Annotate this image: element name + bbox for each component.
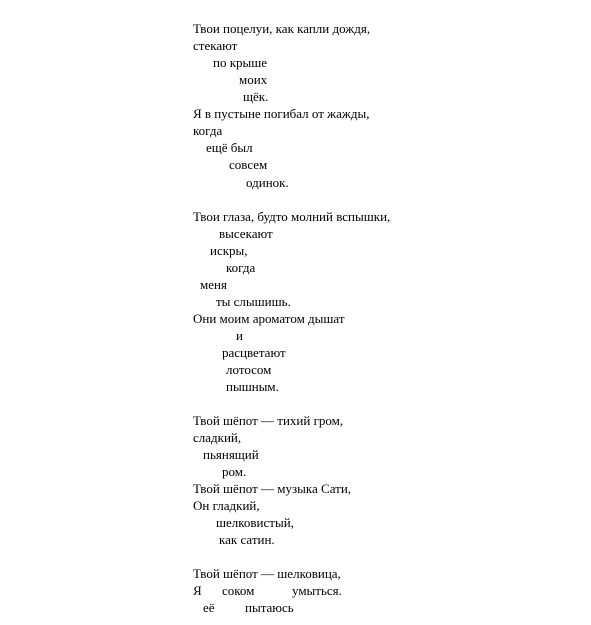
poem-line: Он гладкий, — [193, 498, 260, 513]
poem-line: меня — [200, 277, 227, 292]
poem-line: пьянящий — [203, 447, 259, 462]
poem-line: ты слышишь. — [216, 294, 291, 309]
poem-line: высекают — [219, 226, 273, 241]
poem-line: Твой шёпот — шелковица, — [193, 566, 341, 581]
poem-line: как сатин. — [219, 532, 275, 547]
poem-line: Я в пустыне погибал от жажды, — [193, 106, 370, 121]
poem-line: Твои глаза, будто молний вспышки, — [193, 209, 391, 224]
poem-line: пышным. — [226, 379, 279, 394]
poem-line: щёк. — [243, 89, 269, 104]
poem-word: Я — [193, 583, 202, 598]
poem-line: Твой шёпот — тихий гром, — [193, 413, 344, 428]
poem-word: пытаюсь — [245, 600, 294, 615]
poem-line: шелковистый, — [216, 515, 294, 530]
poem-line: лотосом — [226, 362, 272, 377]
poem-line: Твои поцелуи, как капли дождя, — [193, 21, 371, 36]
poem-word: умыться. — [292, 583, 342, 598]
poem-line: ещё был — [206, 140, 253, 155]
poem-line: расцветают — [222, 345, 286, 360]
poem-line: совсем — [229, 157, 268, 172]
poem-line: сладкий, — [193, 430, 242, 445]
poem-line: Они моим ароматом дышат — [193, 311, 345, 326]
poem-word: соком — [222, 583, 255, 598]
poem-line: искры, — [210, 243, 248, 258]
poem-line: стекают — [193, 38, 238, 53]
poem-line: моих — [239, 72, 268, 87]
poem-line: и — [236, 328, 243, 343]
poem-line: когда — [193, 123, 223, 138]
poem-line: когда — [226, 260, 256, 275]
poem-word: её — [203, 600, 215, 615]
poem-line: ром. — [222, 464, 247, 479]
poem-line: Твой шёпот — музыка Сати, — [193, 481, 352, 496]
poem-line: одинок. — [246, 175, 289, 190]
poem-line: по крыше — [213, 55, 268, 70]
